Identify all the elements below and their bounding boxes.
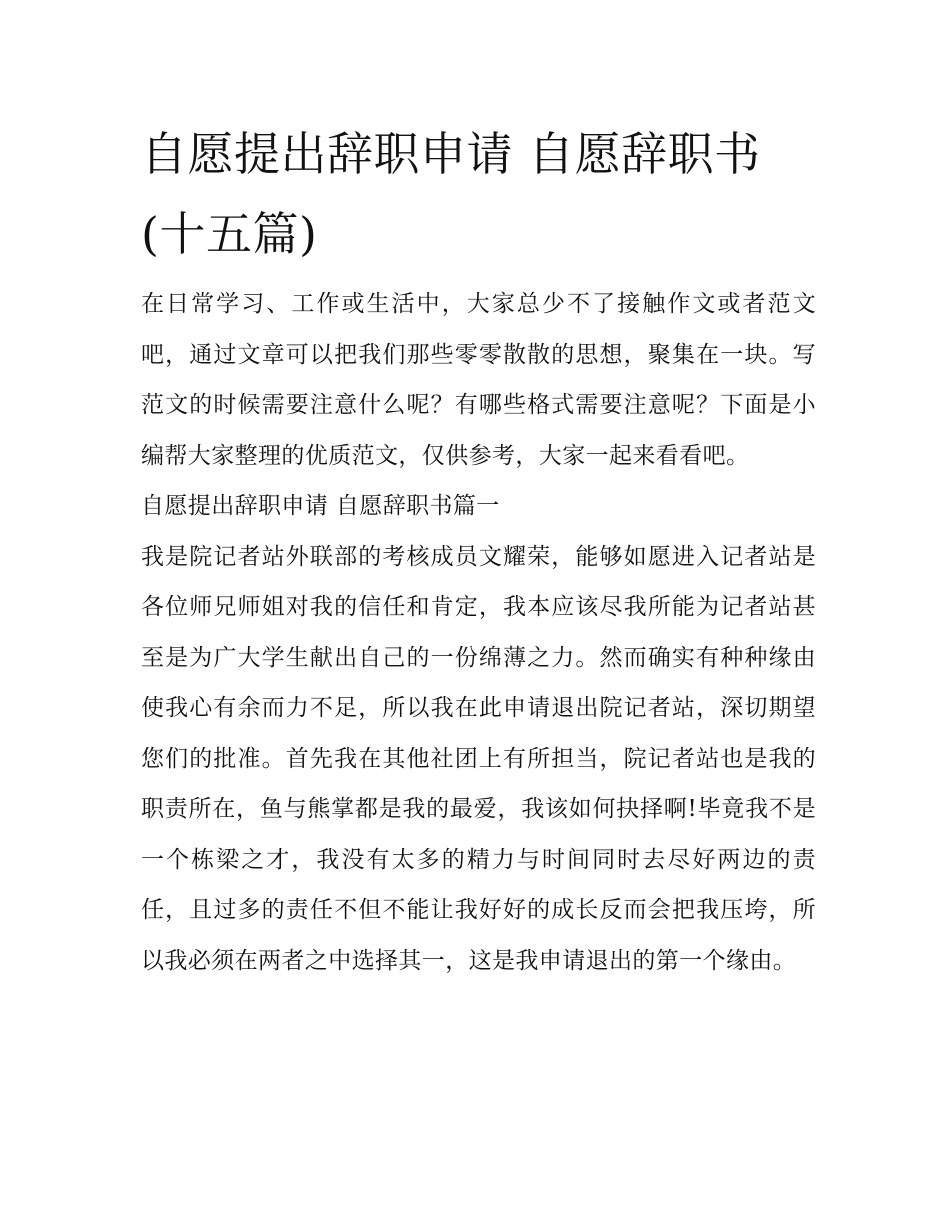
section-body-paragraph: 我是院记者站外联部的考核成员文耀荣，能够如愿进入记者站是各位师兄师姐对我的信任和肯定，我本应该尽我所能为记者站甚至是为广大学生献出自己的一份绵薄之力。然而确实有种种缘由使我心有余而力不足，所以我在此申请退出院记者站，深切期望您们的批准。首先我在其他社团上有所担当，院记者站也是我的职责所在，鱼与熊掌都是我的最爱，我该如何抉择啊!毕竟我不是一个栋梁之才，我没有太多的精力与时间同时去尽好两边的责任，且过多的责任不但不能让我好好的成长反而会把我压垮，所以我必须在两者之中选择其一，这是我申请退出的第一个缘由。 [141, 543, 816, 974]
document-title: 自愿提出辞职申请 自愿辞职书(十五篇) [141, 127, 761, 261]
intro-paragraph: 在日常学习、工作或生活中，大家总少不了接触作文或者范文吧，通过文章可以把我们那些零零散散的思想，聚集在一块。写范文的时候需要注意什么呢？有哪些格式需要注意呢？下面是小编帮大家整理的优质范文，仅供参考，大家一起来看看吧。 [141, 291, 816, 469]
section-heading: 自愿提出辞职申请 自愿辞职书篇一 [141, 493, 500, 519]
document-content [141, 114, 816, 986]
